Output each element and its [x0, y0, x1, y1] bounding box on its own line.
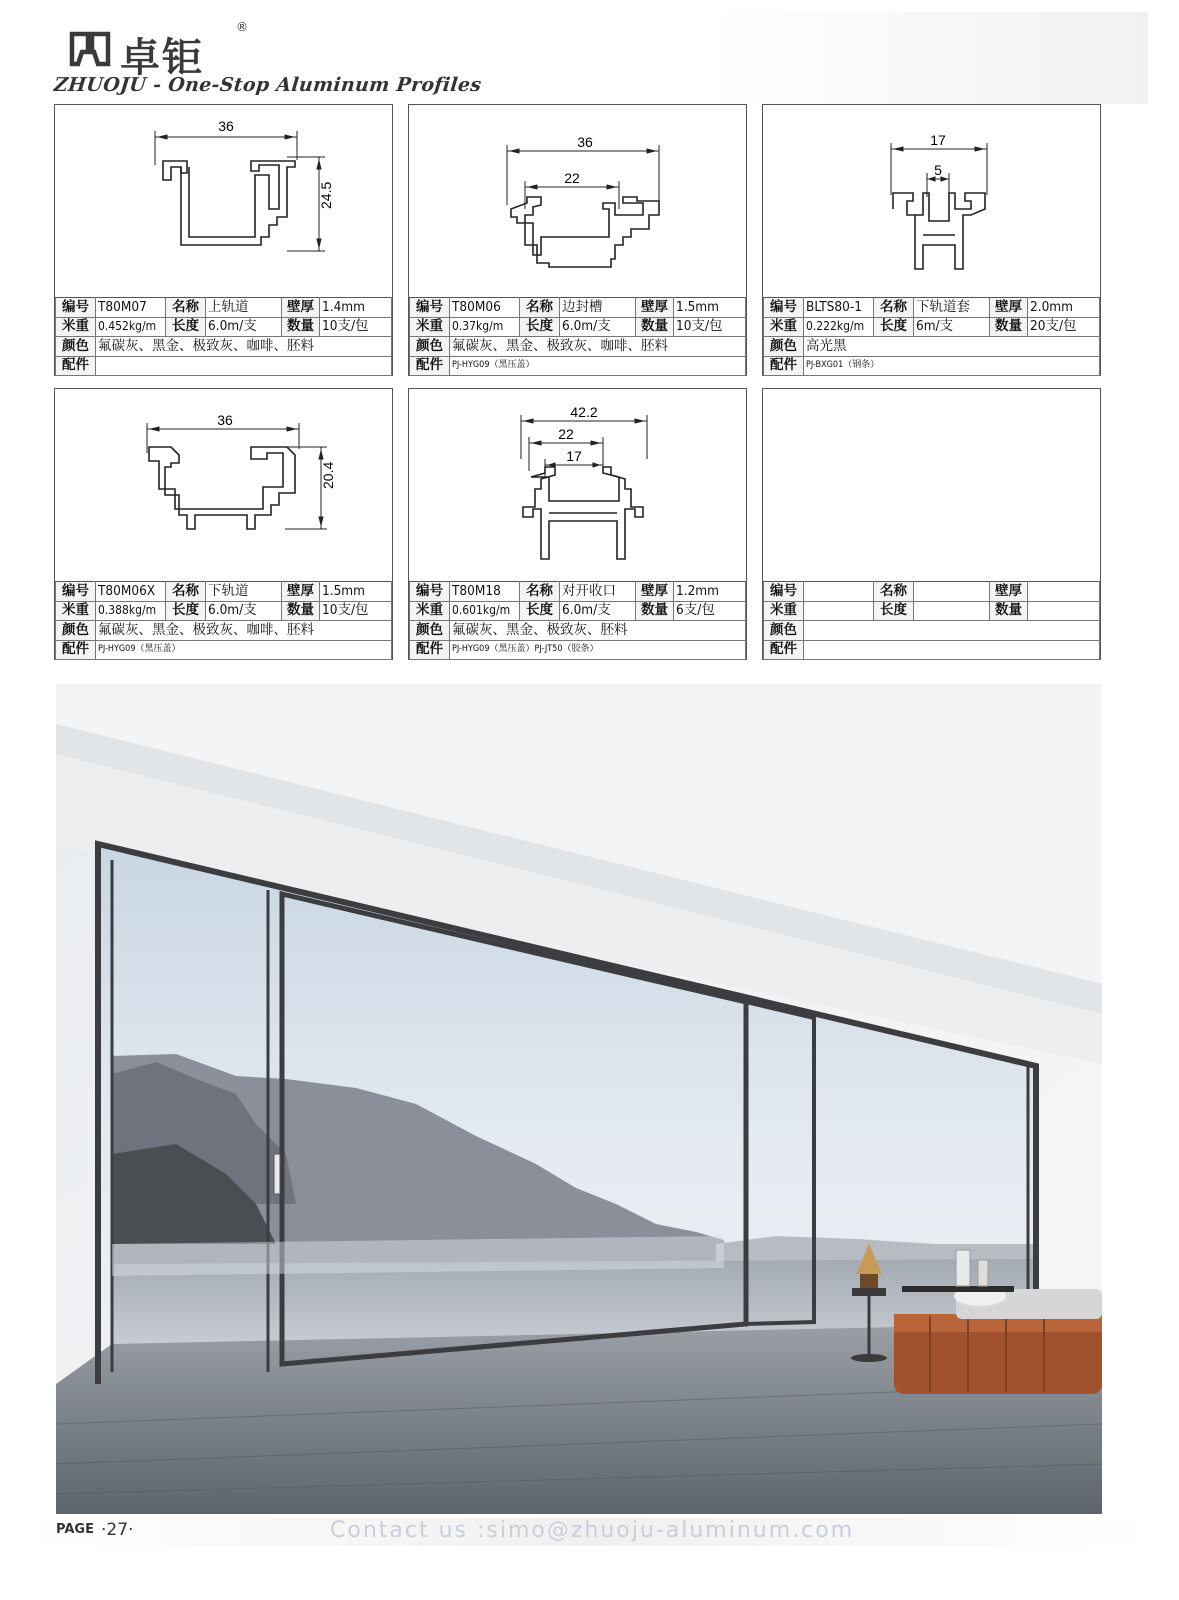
value-accessory: [804, 640, 1100, 660]
label-name: 名称: [166, 298, 206, 318]
label-accessory: 配件: [410, 356, 450, 376]
sliding-door-interior-illustration: [56, 684, 1102, 1514]
spec-table-t80m06: [409, 297, 746, 376]
value-quantity: 6支/包: [674, 601, 746, 621]
value-quantity: 10支/包: [320, 317, 392, 337]
value-accessory: PJ-BXG01（钢条）: [804, 356, 1100, 376]
label-color: 颜色: [410, 621, 450, 641]
value-thickness: 1.5mm: [674, 298, 746, 318]
dim-height: 20.4: [320, 461, 336, 489]
label-quantity: 数量: [282, 317, 320, 337]
value-weight: 0.601kg/m: [450, 601, 520, 621]
spec-table-t80m18: [409, 581, 746, 660]
label-quantity: 数量: [990, 601, 1028, 621]
label-code: 编号: [410, 582, 450, 602]
label-thickness: 壁厚: [282, 298, 320, 318]
label-quantity: 数量: [990, 317, 1028, 337]
value-weight: 0.452kg/m: [96, 317, 166, 337]
profile-card-t80m06x: [54, 388, 393, 660]
value-code: T80M06: [450, 298, 520, 318]
value-quantity: [1028, 601, 1100, 621]
label-name: 名称: [874, 298, 914, 318]
value-accessory: PJ-HYG09（黑压盖）: [96, 640, 392, 660]
contact-email[interactable]: Contact us :simo@zhuoju-aluminum.com: [330, 1518, 855, 1543]
profile-drawing-blts80-1: [763, 105, 1099, 297]
showcase-photo: [56, 684, 1102, 1514]
dim-inner-width: 22: [564, 170, 580, 186]
value-quantity: 10支/包: [674, 317, 746, 337]
value-length: 6.0m/支: [206, 317, 282, 337]
value-color: [804, 621, 1100, 641]
label-accessory: 配件: [56, 356, 96, 376]
value-accessory: [96, 356, 392, 376]
dim-slot-width: 17: [566, 448, 582, 464]
label-thickness: 壁厚: [990, 298, 1028, 318]
dim-width: 36: [217, 412, 233, 428]
label-color: 颜色: [410, 337, 450, 357]
profile-drawing-empty: [763, 389, 1099, 581]
page-number: ·27·: [101, 1520, 134, 1540]
value-thickness: 1.2mm: [674, 582, 746, 602]
label-accessory: 配件: [56, 640, 96, 660]
dim-slot-width: 5: [934, 162, 942, 178]
value-code: T80M06X: [96, 582, 166, 602]
profile-card-t80m18: [408, 388, 747, 660]
value-name: 对开收口: [560, 582, 636, 602]
label-name: 名称: [520, 582, 560, 602]
label-weight: 米重: [410, 317, 450, 337]
label-weight: 米重: [764, 317, 804, 337]
value-length: 6.0m/支: [560, 601, 636, 621]
profile-drawing-t80m18: [409, 389, 745, 581]
value-weight: 0.37kg/m: [450, 317, 520, 337]
value-code: [804, 582, 874, 602]
value-weight: [804, 601, 874, 621]
value-thickness: 1.4mm: [320, 298, 392, 318]
zhuoju-logo-icon: [68, 30, 112, 70]
label-weight: 米重: [410, 601, 450, 621]
label-color: 颜色: [56, 621, 96, 641]
label-thickness: 壁厚: [636, 298, 674, 318]
value-code: BLTS80-1: [804, 298, 874, 318]
label-code: 编号: [56, 298, 96, 318]
value-name: 下轨道: [206, 582, 282, 602]
dim-width: 42.2: [570, 404, 598, 420]
value-quantity: 10支/包: [320, 601, 392, 621]
spec-table-blts80-1: [763, 297, 1100, 376]
label-name: 名称: [166, 582, 206, 602]
label-quantity: 数量: [636, 317, 674, 337]
value-weight: 0.222kg/m: [804, 317, 874, 337]
label-thickness: 壁厚: [636, 582, 674, 602]
label-length: 长度: [520, 601, 560, 621]
value-color: 氟碳灰、黑金、极致灰、咖啡、胚料: [450, 337, 746, 357]
label-accessory: 配件: [764, 640, 804, 660]
label-color: 颜色: [56, 337, 96, 357]
label-thickness: 壁厚: [990, 582, 1028, 602]
label-length: 长度: [166, 317, 206, 337]
dim-width: 36: [577, 134, 593, 150]
label-weight: 米重: [56, 601, 96, 621]
value-name: [914, 582, 990, 602]
label-color: 颜色: [764, 337, 804, 357]
profile-drawing-t80m06: [409, 105, 745, 297]
label-accessory: 配件: [764, 356, 804, 376]
value-code: T80M18: [450, 582, 520, 602]
spec-table-empty: [763, 581, 1100, 660]
label-color: 颜色: [764, 621, 804, 641]
value-length: [914, 601, 990, 621]
profile-card-blts80-1: [762, 104, 1101, 376]
value-color: 氟碳灰、黑金、极致灰、咖啡、胚料: [96, 337, 392, 357]
spec-table-t80m06x: [55, 581, 392, 660]
value-thickness: 2.0mm: [1028, 298, 1100, 318]
profile-drawing-t80m07: [55, 105, 391, 297]
value-accessory: PJ-HYG09（黑压盖）PJ-JT50（胶条）: [450, 640, 746, 660]
value-name: 下轨道套: [914, 298, 990, 318]
label-length: 长度: [874, 601, 914, 621]
profile-drawing-t80m06x: [55, 389, 391, 581]
label-code: 编号: [764, 298, 804, 318]
label-thickness: 壁厚: [282, 582, 320, 602]
dim-width: 17: [930, 132, 946, 148]
brand-tagline: ZHUOJU - One-Stop Aluminum Profiles: [52, 74, 483, 96]
value-length: 6m/支: [914, 317, 990, 337]
value-quantity: 20支/包: [1028, 317, 1100, 337]
value-thickness: 1.5mm: [320, 582, 392, 602]
value-weight: 0.388kg/m: [96, 601, 166, 621]
label-name: 名称: [520, 298, 560, 318]
value-color: 氟碳灰、黑金、极致灰、咖啡、胚料: [96, 621, 392, 641]
label-quantity: 数量: [282, 601, 320, 621]
profile-card-t80m07: [54, 104, 393, 376]
spec-table-t80m07: [55, 297, 392, 376]
value-accessory: PJ-HYG09（黑压盖）: [450, 356, 746, 376]
brand-header: [52, 12, 1148, 104]
value-color: 氟碳灰、黑金、极致灰、胚料: [450, 621, 746, 641]
label-length: 长度: [874, 317, 914, 337]
dim-inner-width: 22: [558, 426, 574, 442]
value-length: 6.0m/支: [560, 317, 636, 337]
registered-mark: ®: [236, 20, 248, 34]
value-name: 上轨道: [206, 298, 282, 318]
label-weight: 米重: [764, 601, 804, 621]
label-code: 编号: [410, 298, 450, 318]
brand-name: 卓钜: [120, 34, 204, 81]
value-length: 6.0m/支: [206, 601, 282, 621]
label-length: 长度: [166, 601, 206, 621]
dim-width: 36: [218, 118, 234, 134]
label-length: 长度: [520, 317, 560, 337]
label-weight: 米重: [56, 317, 96, 337]
label-name: 名称: [874, 582, 914, 602]
label-code: 编号: [56, 582, 96, 602]
profile-card-t80m06: [408, 104, 747, 376]
label-code: 编号: [764, 582, 804, 602]
value-thickness: [1028, 582, 1100, 602]
dim-height: 24.5: [318, 181, 334, 209]
page-label: PAGE: [56, 1522, 94, 1537]
label-accessory: 配件: [410, 640, 450, 660]
profile-card-empty: [762, 388, 1101, 660]
value-code: T80M07: [96, 298, 166, 318]
label-quantity: 数量: [636, 601, 674, 621]
value-color: 高光黑: [804, 337, 1100, 357]
value-name: 边封槽: [560, 298, 636, 318]
